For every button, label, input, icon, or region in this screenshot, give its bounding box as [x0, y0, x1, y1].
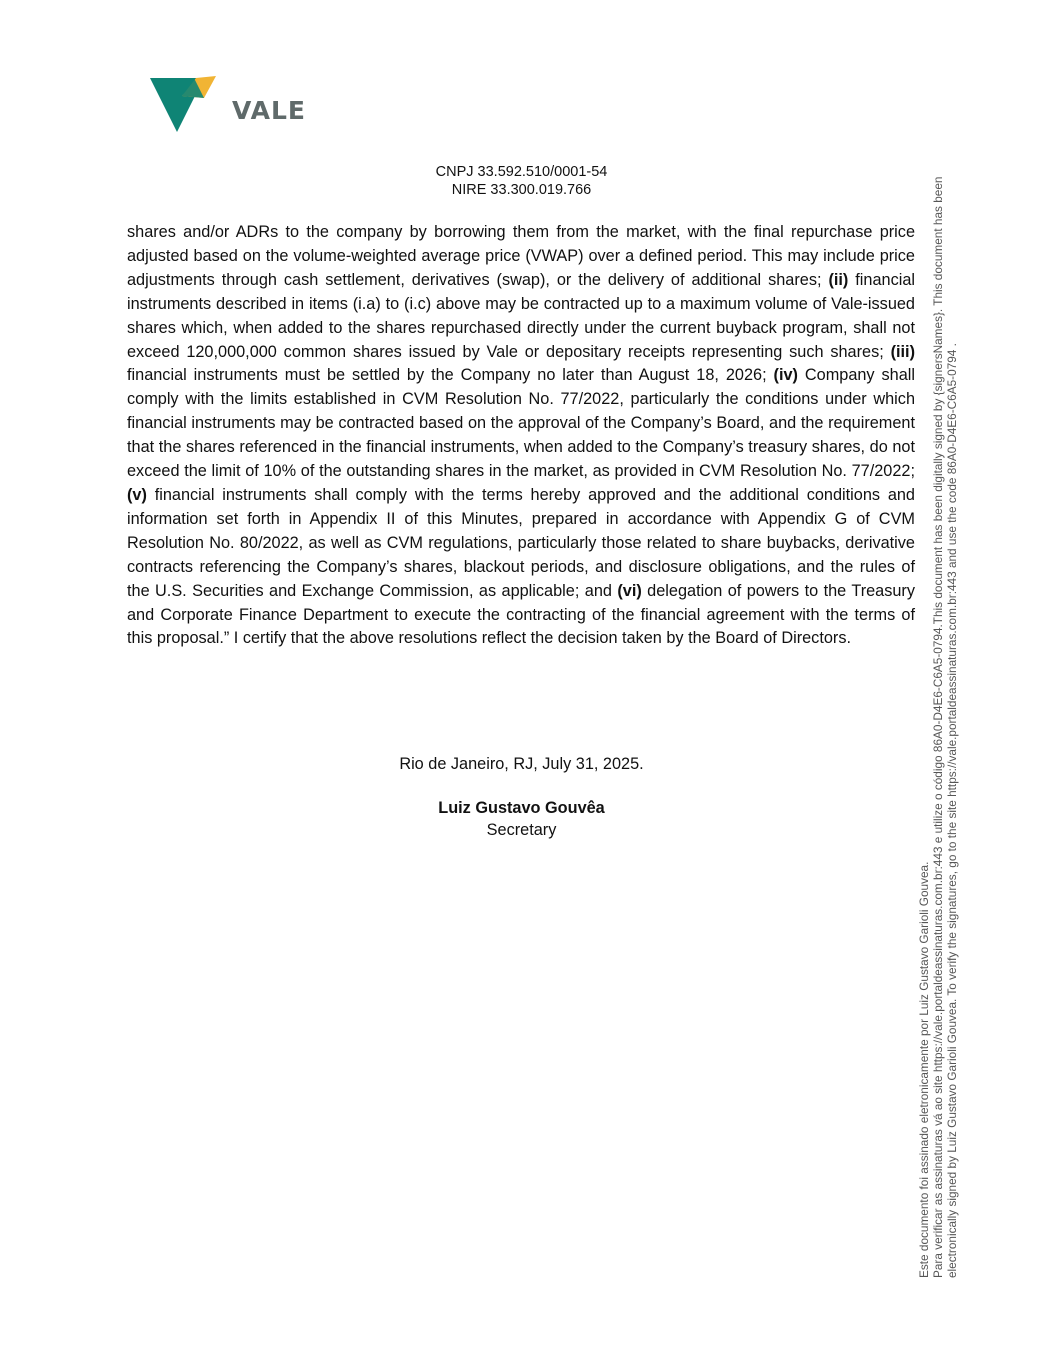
vale-logo: [150, 72, 310, 136]
nire-number: NIRE 33.300.019.766: [451, 182, 592, 198]
stamp-line-3: electronically signed by Luiz Gustavo Garioli Gouvea. To verify the signatures, go to the site https://vale.portaldeassinaturas.com.br:443 and use the code 86A0-D4E6-C6A5-0794 .: [945, 343, 959, 1278]
stamp-line-2: Para verificar as assinaturas vá ao site https://vale.portaldeassinaturas.com.br:443 e utilize o código 86A0-D4E6-C6A5-0794.This document has been digitally signed by {signersNames}. This document has been: [931, 176, 945, 1278]
electronic-signature-stamp: [917, 177, 959, 1278]
place-and-date: Rio de Janeiro, RJ, July 31, 2025.: [399, 755, 644, 773]
resolution-body-paragraph: shares and/or ADRs to the company by borrowing them from the market, with the final repurchase price adjusted based on the volume-weighted average price (VWAP) over a defined period. This may include price adjustments through cash settlement, derivatives (swap), or the delivery of additional shares; (ii) financial instruments described in items (i.a) to (i.c) above may be contracted up to a maximum volume of Vale-issued shares which, when added to the shares repurchased directly under the current buyback program, shall not exceed 120,000,000 common shares issued by Vale or depositary receipts representing such shares; (iii) financial instruments must be settled by the Company no later than August 18, 2026; (iv) Company shall comply with the limits established in CVM Resolution No. 77/2022, particularly the conditions under which financial instruments may be contracted based on the approval of the Company’s Board, and the requirement that the shares referenced in the financial instruments, when added to the Company’s treasury shares, do not exceed the limit of 10% of the outstanding shares in the market, as provided in CVM Resolution No. 77/2022; (v) financial instruments shall comply with the terms hereby approved and the additional conditions and information set forth in Appendix II of this Minutes, prepared in accordance with Appendix G of CVM Resolution No. 80/2022, as well as CVM regulations, particularly those related to share buybacks, derivative contracts referencing the Company’s shares, blackout periods, and disclosure obligations, and the rules of the U.S. Securities and Exchange Commission, as applicable; and (vi) delegation of powers to the Treasury and Corporate Finance Department to execute the contracting of the financial agreement with the terms of this proposal.” I certify that the above resolutions reflect the decision taken by the Board of Directors.: [127, 223, 916, 648]
vale-logo-mark-icon: [150, 72, 230, 136]
signatory-name: Luiz Gustavo Gouvêa: [438, 799, 605, 817]
company-registration-header: [0, 163, 1043, 199]
stamp-line-1: Este documento foi assinado eletronicamente por Luiz Gustavo Garioli Gouvea.: [917, 861, 931, 1278]
cnpj-number: CNPJ 33.592.510/0001-54: [435, 164, 608, 180]
vale-logo-text: VALE: [232, 96, 307, 125]
signatory-title: Secretary: [486, 821, 557, 839]
